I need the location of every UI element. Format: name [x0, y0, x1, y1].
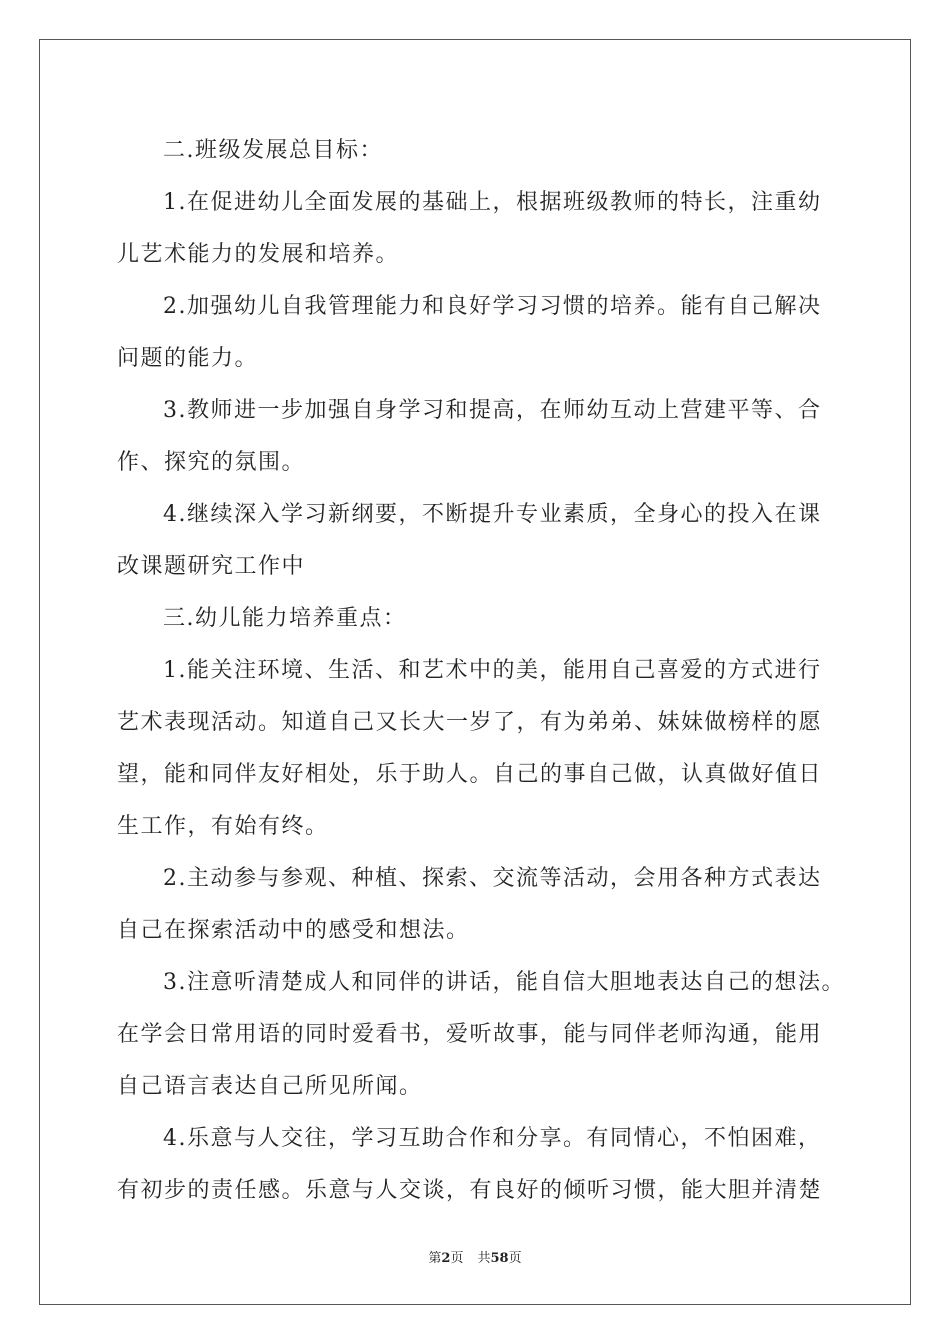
paragraph-line: 问题的能力。 [117, 346, 259, 371]
paragraph-line: 生工作，有始有终。 [117, 814, 329, 839]
page-footer [0, 1247, 950, 1266]
paragraph-line: 艺术表现活动。知道自己又长大一岁了，有为弟弟、妹妹做榜样的愿 [117, 710, 823, 735]
paragraph-line: 自己语言表达自己所见所闻。 [117, 1074, 423, 1099]
document-body [117, 125, 845, 1217]
total-prefix: 共 [477, 1251, 491, 1266]
paragraph-line: 4.继续深入学习新纲要，不断提升专业素质，全身心的投入在课 [163, 502, 822, 527]
paragraph-line: 3.注意听清楚成人和同伴的讲话，能自信大胆地表达自己的想法。 [163, 970, 845, 995]
paragraph-line: 望，能和同伴友好相处，乐于助人。自己的事自己做，认真做好值日 [117, 762, 823, 787]
paragraph-line: 自己在探索活动中的感受和想法。 [117, 918, 470, 943]
paragraph-line: 3.教师进一步加强自身学习和提高，在师幼互动上营建平等、合 [163, 398, 822, 423]
paragraph-line: 2.加强幼儿自我管理能力和良好学习习惯的培养。能有自己解决 [163, 294, 822, 319]
total-suffix: 页 [508, 1251, 522, 1266]
paragraph-line: 在学会日常用语的同时爱看书，爱听故事，能与同伴老师沟通，能用 [117, 1022, 823, 1047]
section-heading: 三.幼儿能力培养重点： [163, 606, 407, 631]
paragraph-line: 1.能关注环境、生活、和艺术中的美，能用自己喜爱的方式进行 [163, 658, 822, 683]
paragraph-line: 作、探究的氛围。 [117, 450, 306, 475]
section-heading: 二.班级发展总目标： [163, 138, 383, 163]
page-number: 2 [441, 1251, 451, 1266]
page-prefix: 第 [428, 1251, 442, 1266]
paragraph-line: 改课题研究工作中 [117, 554, 306, 579]
paragraph-line: 儿艺术能力的发展和培养。 [117, 242, 400, 267]
paragraph-line: 有初步的责任感。乐意与人交谈，有良好的倾听习惯，能大胆并清楚 [117, 1178, 823, 1203]
total-pages: 58 [490, 1251, 509, 1266]
page-suffix: 页 [450, 1251, 464, 1266]
paragraph-line: 2.主动参与参观、种植、探索、交流等活动，会用各种方式表达 [163, 866, 822, 891]
paragraph-line: 4.乐意与人交往，学习互助合作和分享。有同情心，不怕困难， [163, 1126, 822, 1151]
paragraph-line: 1.在促进幼儿全面发展的基础上，根据班级教师的特长，注重幼 [163, 190, 822, 215]
